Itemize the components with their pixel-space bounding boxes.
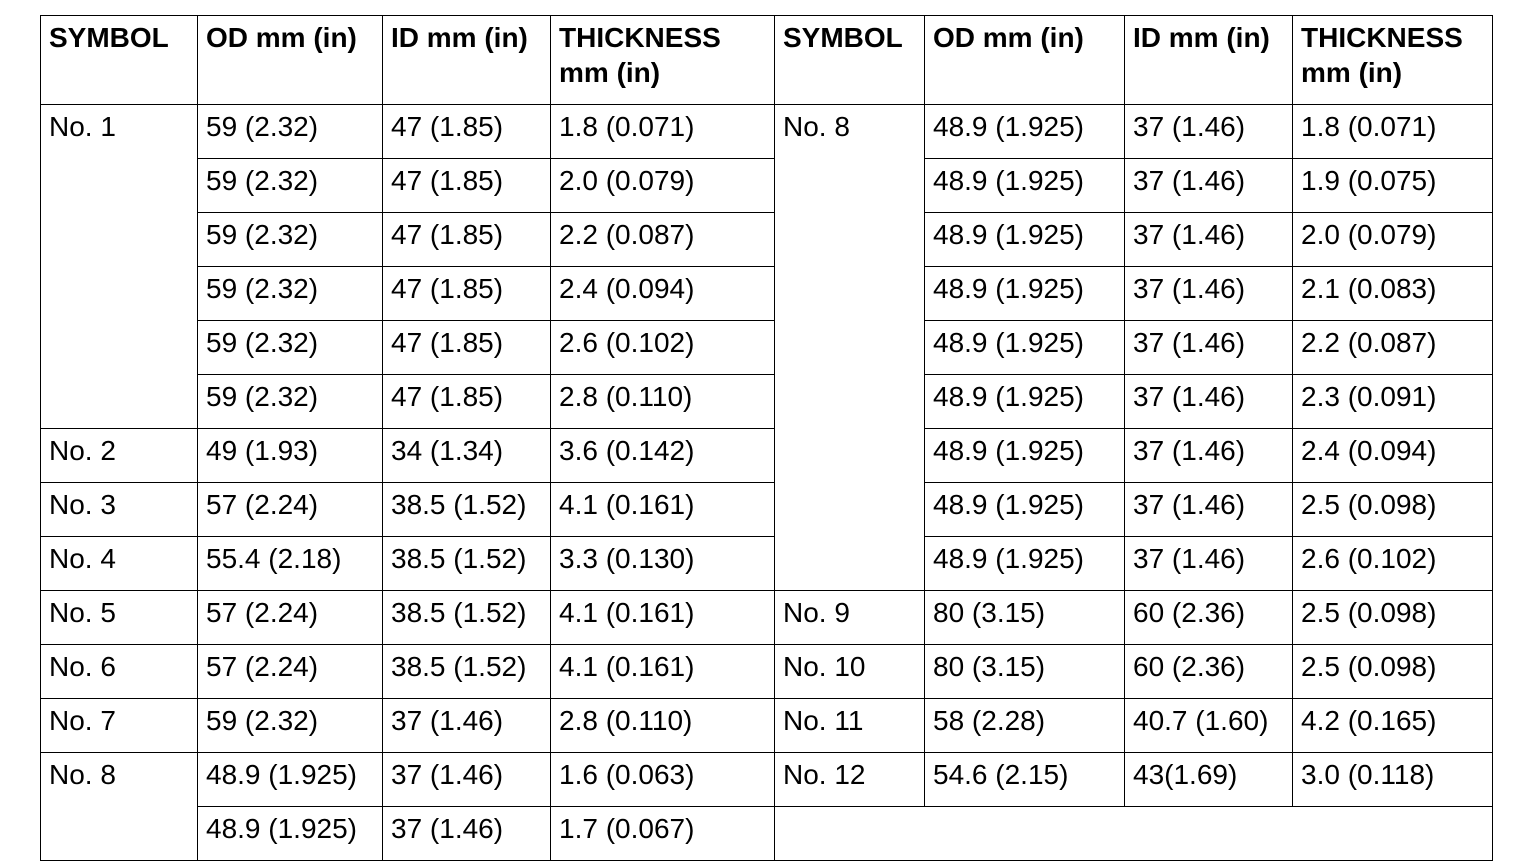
table-header-row (41, 16, 1493, 105)
id-cell: 40.7 (1.60) (1125, 699, 1293, 753)
empty-cell (775, 807, 1493, 861)
thickness-cell: 2.2 (0.087) (551, 213, 775, 267)
symbol-cell: No. 7 (41, 699, 198, 753)
table-row (41, 429, 1493, 483)
table-row (41, 699, 1493, 753)
id-cell: 47 (1.85) (383, 213, 551, 267)
id-cell: 43(1.69) (1125, 753, 1293, 807)
thickness-cell: 1.8 (0.071) (551, 105, 775, 159)
thickness-cell: 4.1 (0.161) (551, 591, 775, 645)
od-cell: 48.9 (1.925) (925, 483, 1125, 537)
thickness-cell: 4.1 (0.161) (551, 483, 775, 537)
table-row (41, 645, 1493, 699)
thickness-cell: 2.8 (0.110) (551, 699, 775, 753)
id-cell: 60 (2.36) (1125, 591, 1293, 645)
od-cell: 48.9 (1.925) (925, 321, 1125, 375)
header-id: ID mm (in) (1125, 16, 1293, 105)
symbol-cell: No. 11 (775, 699, 925, 753)
od-cell: 57 (2.24) (198, 591, 383, 645)
id-cell: 37 (1.46) (1125, 429, 1293, 483)
thickness-cell: 1.9 (0.075) (1293, 159, 1493, 213)
od-cell: 80 (3.15) (925, 591, 1125, 645)
table-row (41, 321, 1493, 375)
thickness-cell: 1.7 (0.067) (551, 807, 775, 861)
id-cell: 37 (1.46) (1125, 483, 1293, 537)
thickness-cell: 2.0 (0.079) (1293, 213, 1493, 267)
symbol-cell: No. 2 (41, 429, 198, 483)
id-cell: 37 (1.46) (1125, 321, 1293, 375)
thickness-cell: 2.3 (0.091) (1293, 375, 1493, 429)
table-row (41, 267, 1493, 321)
table-row (41, 591, 1493, 645)
id-cell: 37 (1.46) (1125, 105, 1293, 159)
table-row (41, 375, 1493, 429)
id-cell: 38.5 (1.52) (383, 645, 551, 699)
id-cell: 47 (1.85) (383, 375, 551, 429)
symbol-cell: No. 6 (41, 645, 198, 699)
symbol-cell: No. 10 (775, 645, 925, 699)
od-cell: 48.9 (1.925) (198, 753, 383, 807)
id-cell: 34 (1.34) (383, 429, 551, 483)
thickness-cell: 2.5 (0.098) (1293, 591, 1493, 645)
od-cell: 48.9 (1.925) (925, 159, 1125, 213)
id-cell: 60 (2.36) (1125, 645, 1293, 699)
od-cell: 59 (2.32) (198, 699, 383, 753)
symbol-cell: No. 3 (41, 483, 198, 537)
header-symbol: SYMBOL (41, 16, 198, 105)
id-cell: 38.5 (1.52) (383, 591, 551, 645)
table-row (41, 807, 1493, 861)
thickness-cell: 4.2 (0.165) (1293, 699, 1493, 753)
table-row (41, 213, 1493, 267)
id-cell: 37 (1.46) (383, 753, 551, 807)
thickness-cell: 1.8 (0.071) (1293, 105, 1493, 159)
od-cell: 48.9 (1.925) (925, 429, 1125, 483)
od-cell: 54.6 (2.15) (925, 753, 1125, 807)
id-cell: 37 (1.46) (1125, 213, 1293, 267)
header-symbol: SYMBOL (775, 16, 925, 105)
thickness-cell: 2.6 (0.102) (1293, 537, 1493, 591)
od-cell: 48.9 (1.925) (925, 105, 1125, 159)
thickness-cell: 2.1 (0.083) (1293, 267, 1493, 321)
thickness-cell: 2.8 (0.110) (551, 375, 775, 429)
thickness-cell: 3.6 (0.142) (551, 429, 775, 483)
od-cell: 59 (2.32) (198, 375, 383, 429)
table-row (41, 753, 1493, 807)
thickness-cell: 3.0 (0.118) (1293, 753, 1493, 807)
od-cell: 57 (2.24) (198, 483, 383, 537)
id-cell: 37 (1.46) (383, 699, 551, 753)
header-id: ID mm (in) (383, 16, 551, 105)
symbol-cell: No. 8 (41, 753, 198, 861)
id-cell: 37 (1.46) (1125, 537, 1293, 591)
thickness-cell: 2.5 (0.098) (1293, 483, 1493, 537)
thickness-cell: 1.6 (0.063) (551, 753, 775, 807)
thickness-cell: 2.5 (0.098) (1293, 645, 1493, 699)
thickness-cell: 3.3 (0.130) (551, 537, 775, 591)
od-cell: 59 (2.32) (198, 159, 383, 213)
od-cell: 49 (1.93) (198, 429, 383, 483)
symbol-cell: No. 12 (775, 753, 925, 807)
thickness-cell: 2.4 (0.094) (551, 267, 775, 321)
od-cell: 58 (2.28) (925, 699, 1125, 753)
table-row (41, 105, 1493, 159)
table-row (41, 483, 1493, 537)
header-thickness: THICKNESS mm (in) (1293, 16, 1493, 105)
id-cell: 47 (1.85) (383, 159, 551, 213)
id-cell: 47 (1.85) (383, 321, 551, 375)
table-row (41, 159, 1493, 213)
od-cell: 59 (2.32) (198, 267, 383, 321)
id-cell: 47 (1.85) (383, 267, 551, 321)
symbol-cell: No. 9 (775, 591, 925, 645)
id-cell: 38.5 (1.52) (383, 483, 551, 537)
od-cell: 57 (2.24) (198, 645, 383, 699)
id-cell: 38.5 (1.52) (383, 537, 551, 591)
od-cell: 48.9 (1.925) (925, 375, 1125, 429)
od-cell: 48.9 (1.925) (925, 267, 1125, 321)
id-cell: 37 (1.46) (1125, 267, 1293, 321)
od-cell: 55.4 (2.18) (198, 537, 383, 591)
symbol-cell: No. 4 (41, 537, 198, 591)
id-cell: 37 (1.46) (383, 807, 551, 861)
od-cell: 48.9 (1.925) (925, 213, 1125, 267)
symbol-cell: No. 5 (41, 591, 198, 645)
shim-spec-table (40, 15, 1493, 861)
od-cell: 48.9 (1.925) (198, 807, 383, 861)
id-cell: 37 (1.46) (1125, 159, 1293, 213)
header-od: OD mm (in) (925, 16, 1125, 105)
id-cell: 47 (1.85) (383, 105, 551, 159)
od-cell: 59 (2.32) (198, 213, 383, 267)
thickness-cell: 4.1 (0.161) (551, 645, 775, 699)
header-thickness: THICKNESS mm (in) (551, 16, 775, 105)
thickness-cell: 2.2 (0.087) (1293, 321, 1493, 375)
od-cell: 59 (2.32) (198, 321, 383, 375)
id-cell: 37 (1.46) (1125, 375, 1293, 429)
table-row (41, 537, 1493, 591)
thickness-cell: 2.0 (0.079) (551, 159, 775, 213)
od-cell: 48.9 (1.925) (925, 537, 1125, 591)
od-cell: 80 (3.15) (925, 645, 1125, 699)
header-od: OD mm (in) (198, 16, 383, 105)
thickness-cell: 2.4 (0.094) (1293, 429, 1493, 483)
symbol-cell: No. 8 (775, 105, 925, 591)
symbol-cell: No. 1 (41, 105, 198, 429)
thickness-cell: 2.6 (0.102) (551, 321, 775, 375)
od-cell: 59 (2.32) (198, 105, 383, 159)
